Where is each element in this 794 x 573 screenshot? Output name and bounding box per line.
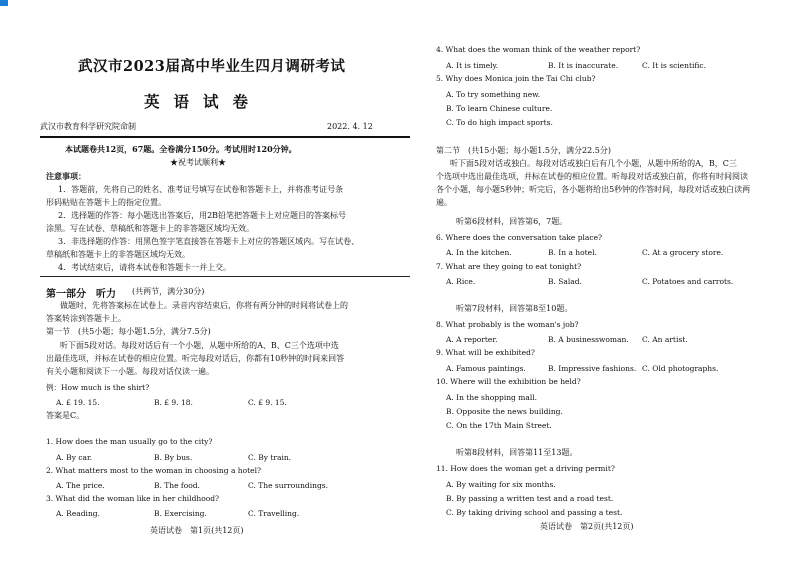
note-line: 草稿纸和答题卡上的非答题区域均无效。 bbox=[46, 250, 190, 259]
exam-title: 武汉市2023届高中毕业生四月调研考试 bbox=[78, 58, 346, 75]
option-b: B. Opposite the news building. bbox=[446, 407, 563, 416]
option-b: B. Salad. bbox=[548, 277, 582, 286]
section1-heading: 第一节 (共5小题；每小题1.5分，满分7.5分) bbox=[46, 327, 211, 336]
option-c: C. At a grocery store. bbox=[642, 248, 724, 257]
example-question: 例：How much is the shirt? bbox=[46, 383, 150, 392]
section1-desc: 有关小题和阅读下一小题。每段对话仅读一遍。 bbox=[46, 367, 214, 376]
option-c: C. Old photographs. bbox=[642, 364, 719, 373]
question-3: 3. What did the woman like in her childhood? bbox=[46, 494, 220, 503]
part1-desc: 答案转涂到答题卡上。 bbox=[46, 314, 126, 323]
section1-desc: 听下面5段对话。每段对话后有一个小题，从题中所给的A、B、C三个选项中选 bbox=[60, 341, 339, 350]
note-line: 3．非选择题的作答：用黑色签字笔直接答在答题卡上对应的答题区域内。写在试卷、 bbox=[58, 237, 360, 246]
question-8: 8. What probably is the woman's job? bbox=[436, 320, 579, 329]
question-7: 7. What are they going to eat tonight? bbox=[436, 262, 582, 271]
section2-desc: 遍。 bbox=[436, 198, 452, 207]
option-a: A. Rice. bbox=[446, 277, 476, 286]
option-b: B. Exercising. bbox=[154, 509, 207, 518]
option-a: A. It is timely. bbox=[446, 61, 499, 70]
option-c: C. Potatoes and carrots. bbox=[642, 277, 734, 286]
example-option-b: B. £ 9. 18. bbox=[154, 398, 193, 407]
question-11: 11. How does the woman get a driving permit? bbox=[436, 464, 615, 473]
notes-heading: 注意事项： bbox=[46, 171, 86, 181]
notes-rule bbox=[40, 276, 410, 277]
exam-summary: 本试题卷共12页，67题。全卷满分150分。考试用时120分钟。 bbox=[65, 144, 297, 154]
question-10: 10. Where will the exhibition be held? bbox=[436, 377, 581, 386]
example-option-c: C. £ 9. 15. bbox=[248, 398, 287, 407]
option-a: A. To try something new. bbox=[446, 90, 541, 99]
section2-desc: 各个小题，每小题5秒钟；听完后，各小题将给出5秒钟的作答时间，每段对话或独白读两 bbox=[436, 185, 751, 194]
option-b: B. To learn Chinese culture. bbox=[446, 104, 553, 113]
page-footer: 英语试卷 第2页(共12页) bbox=[540, 522, 634, 531]
part1-heading: 第一部分 听力 bbox=[46, 289, 116, 300]
question-5: 5. Why does Monica join the Tai Chi club? bbox=[436, 74, 596, 83]
note-line: 涂黑。写在试卷、草稿纸和答题卡上的非答题区域均无效。 bbox=[46, 224, 254, 233]
option-c: C. Travelling. bbox=[248, 509, 300, 518]
option-a: A. The price. bbox=[56, 481, 105, 490]
option-c: C. By taking driving school and passing a test. bbox=[446, 508, 623, 517]
part1-subheading: (共两节，满分30分) bbox=[132, 287, 205, 296]
question-6: 6. Where does the conversation take place? bbox=[436, 233, 603, 242]
option-a: A. Famous paintings. bbox=[446, 364, 526, 373]
example-answer: 答案是C。 bbox=[46, 411, 85, 420]
question-2: 2. What matters most to the woman in choosing a hotel? bbox=[46, 466, 262, 475]
page-footer: 英语试卷 第1页(共12页) bbox=[150, 526, 244, 535]
question-4: 4. What does the woman think of the weather report? bbox=[436, 45, 641, 54]
header-rule bbox=[40, 136, 410, 138]
option-c: C. By train. bbox=[248, 453, 292, 462]
option-b: B. It is inaccurate. bbox=[548, 61, 619, 70]
option-b: B. In a hotel. bbox=[548, 248, 597, 257]
option-b: B. Impressive fashions. bbox=[548, 364, 637, 373]
example-option-a: A. £ 19. 15. bbox=[56, 398, 100, 407]
option-b: B. By bus. bbox=[154, 453, 193, 462]
note-line: 1．答题前，先将自己的姓名、准考证号填写在试卷和答题卡上，并将准考证号条 bbox=[58, 185, 344, 194]
option-b: B. The food. bbox=[154, 481, 200, 490]
option-c: C. On the 17th Main Street. bbox=[446, 421, 552, 430]
option-a: A. A reporter. bbox=[446, 335, 498, 344]
section1-desc: 出最佳选项，并标在试卷的相应位置。听完每段对话后，你都有10秒钟的时间来回答 bbox=[46, 354, 345, 363]
option-a: A. By waiting for six months. bbox=[446, 480, 556, 489]
exam-date: 2022. 4. 12 bbox=[327, 122, 373, 131]
note-line: 形码粘贴在答题卡上的指定位置。 bbox=[46, 198, 166, 207]
option-c: C. An artist. bbox=[642, 335, 688, 344]
good-luck-note: ★祝考试顺利★ bbox=[170, 158, 226, 167]
issuer: 武汉市教育科学研究院命制 bbox=[40, 122, 136, 131]
note-line: 2．选择题的作答：每小题选出答案后，用2B铅笔把答题卡上对应题目的答案标号 bbox=[58, 211, 347, 220]
exam-page-2 bbox=[420, 0, 794, 573]
option-b: B. A businesswoman. bbox=[548, 335, 629, 344]
material-6-note: 听第6段材料，回答第6，7题。 bbox=[456, 217, 568, 226]
material-7-note: 听第7段材料，回答第8至10题。 bbox=[456, 304, 573, 313]
option-c: C. To do high impact sports. bbox=[446, 118, 553, 127]
section2-heading: 第二节 (共15小题；每小题1.5分，满分22.5分) bbox=[436, 146, 611, 155]
material-8-note: 听第8段材料，回答第11至13题。 bbox=[456, 448, 578, 457]
question-1: 1. How does the man usually go to the city? bbox=[46, 437, 213, 446]
option-c: C. The surroundings. bbox=[248, 481, 328, 490]
section2-desc: 听下面5段对话或独白。每段对话或独白后有几个小题，从题中所给的A，B，C三 bbox=[450, 159, 737, 168]
option-a: A. In the kitchen. bbox=[446, 248, 512, 257]
option-b: B. By passing a written test and a road test. bbox=[446, 494, 614, 503]
note-line: 4．考试结束后，请将本试卷和答题卡一并上交。 bbox=[58, 263, 232, 272]
part1-desc: 做题时，先将答案标在试卷上。录音内容结束后，你将有两分钟的时间将试卷上的 bbox=[60, 301, 348, 310]
option-a: A. By car. bbox=[56, 453, 93, 462]
option-a: A. Reading. bbox=[56, 509, 100, 518]
exam-subtitle: 英语试卷 bbox=[144, 92, 263, 111]
option-a: A. In the shopping mall. bbox=[446, 393, 538, 402]
question-9: 9. What will be exhibited? bbox=[436, 348, 535, 357]
option-c: C. It is scientific. bbox=[642, 61, 706, 70]
section2-desc: 个选项中选出最佳选项，并标在试卷的相应位置。听每段对话或独白前，你将有时间阅读 bbox=[436, 172, 748, 181]
